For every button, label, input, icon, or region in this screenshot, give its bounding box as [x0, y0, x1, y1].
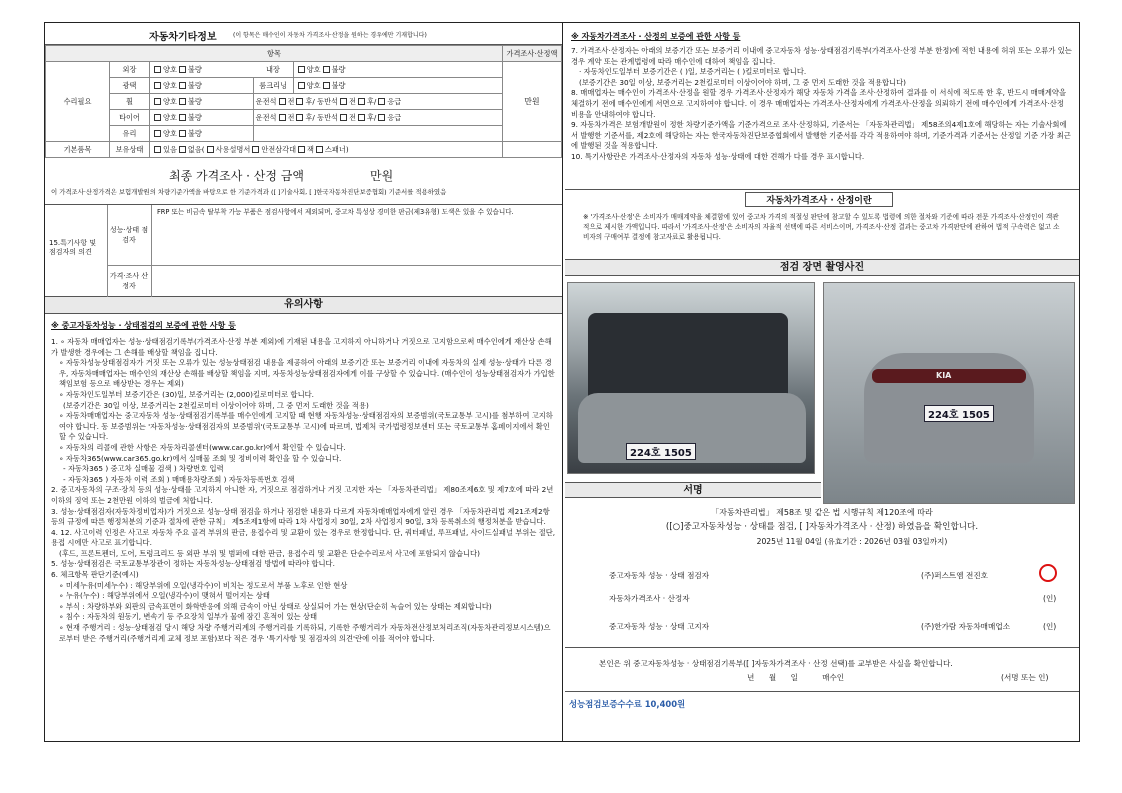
warranty-item: 9. 자동차가격은 보험개발원이 정한 차량기준가액을 기준가격으로 조사·산정하되, 기준서는 「자동차관리법」 제58조의4제1호에 해당하는 자는 기술사회에서 발행한 기준서를, 제2호에 해당하는 자는 한국자동차진단보증협회에서 발행한 기준서를 각각 적용하여야 하며, 기준가격과 기준서는 산정일 기준 가장 최근에 발행된 것을 적용합니다. — [571, 120, 1071, 151]
bad-checkbox[interactable] — [323, 66, 330, 73]
good-checkbox[interactable] — [154, 98, 161, 105]
caution-item: 4. 12. 사고이력 인정은 사고로 자동차 주요 골격 부위의 판금, 용접수리 및 교환이 있는 경우로 한정합니다. 단, 쿼터패널, 루프패널, 사이드실패널 부위는 절단, 용접 시에만 사고로 표기합니다. — [51, 527, 556, 548]
sig-name: (주)한가람 자동차매매업소 — [921, 622, 1011, 631]
front-label: 전 — [348, 112, 356, 122]
emergency-checkbox[interactable] — [378, 114, 385, 121]
front-checkbox[interactable] — [340, 114, 347, 121]
bad-label: 불량 — [187, 64, 202, 74]
final-title: 최종 가격조사 · 산정 금액 — [169, 169, 304, 183]
bad-label: 불량 — [187, 80, 202, 90]
row-label: 룸크리닝 — [253, 78, 293, 94]
fee-text: 성능점검보증수수료 10,400원 — [569, 699, 686, 709]
good-checkbox[interactable] — [298, 82, 305, 89]
sig-role: 중고자동차 성능 · 상태 점검자 — [609, 571, 710, 580]
sig-role: 자동차가격조사 · 산정자 — [609, 594, 690, 603]
sig-date: 2025년 11월 04일 (유효기간 : 2026년 03월 03일까지) — [756, 537, 948, 546]
jack-label: 잭 — [307, 144, 314, 154]
col-price: 가격조사·산정액 — [502, 46, 561, 62]
rear-label: 후 — [366, 112, 374, 122]
other-info-title: 자동차기타정보 — [149, 32, 217, 43]
row-label: 광택 — [110, 78, 150, 94]
caution-item: ∘ 자동차성능상태점검자가 거짓 또는 오류가 있는 성능상태점검 내용을 제공하여 아래의 보증기간 또는 보증거리 이내에 자동차의 실제 성능·상태가 다른 경우, 자동차매매업자는 매수인의 재산상 손해를 배상할 책임을 지며, 자동차성능상태점검자에게 이를 구상할 수 있습니다. (매수인이 성능상태점검자가 가입한 책임보험 등으로 배상받는 경우는 제외) — [59, 358, 555, 389]
basic-status: 보유상태 — [110, 142, 150, 158]
bad-checkbox[interactable] — [179, 66, 186, 73]
bad-label: 불량 — [187, 96, 202, 106]
seal-stamp — [1039, 564, 1057, 582]
caution-item: ∘ 침수 : 자동차의 원동기, 변속기 등 주요장치 일부가 물에 잠긴 흔적이 있는 상태 — [59, 612, 318, 622]
bad-checkbox[interactable] — [323, 82, 330, 89]
perf-label: 성능·상태 점검자 — [109, 226, 149, 244]
opinion-label: 15.특기사항 및 점검자의 의견 — [49, 239, 97, 256]
row-label: 내장 — [253, 62, 293, 78]
good-label: 양호 — [163, 80, 177, 90]
good-label: 양호 — [163, 112, 177, 122]
perf-text: FRP 또는 비금속 탈부착 가능 부품은 점검사항에서 제외되며, 중고차 특성상 경미한 판금(제3유형) 도색은 있을 수 있습니다. — [157, 208, 514, 216]
no-label: 없음( — [187, 144, 205, 154]
warranty-item: (보증기간은 30일 이상, 보증거리는 2천킬로미터 이상이어야 하며, 그 중 먼저 도래한 것을 적용합니다) — [579, 77, 906, 87]
jack-checkbox[interactable] — [298, 146, 305, 153]
bad-checkbox[interactable] — [179, 82, 186, 89]
caution-item: ∘ 미세누유(미세누수) : 해당부위에 오일(냉각수)이 비치는 정도로서 부품 노후로 인한 현상 — [59, 580, 348, 590]
caution-item: ∘ 자동차365(www.car365.go.kr)에서 실매물 조회 및 정비이력 확인을 할 수 있습니다. — [59, 453, 342, 463]
emergency-label: 응급 — [387, 96, 402, 106]
front-label: 전 — [348, 96, 356, 106]
manual-checkbox[interactable] — [207, 146, 214, 153]
good-checkbox[interactable] — [298, 66, 305, 73]
good-label: 양호 — [306, 64, 321, 74]
bad-label: 불량 — [187, 112, 202, 122]
front-checkbox[interactable] — [340, 98, 347, 105]
caution-item: 5. 성능·상태점검은 국토교통부장관이 정하는 자동차성능·상태점검 방법에 따라야 합니다. — [51, 559, 335, 569]
warranty-item: 8. 매매업자는 매수인이 가격조사·산정을 원할 경우 가격조사·산정자가 해당 자동차 가격을 조사·산정하여 결과를 이 서식에 적도록 한 후, 반드시 매매계약을 체결하기 전에 매수인에게 서면으로 고지하여야 합니다. 이 경우 매매업자는 가격조사·산정자에게 가격조사·산정을 의뢰하기 전에 매수인에게 가격조사·산정 비용을 안내하여야 합니다. — [571, 88, 1067, 119]
caution-title: 유의사항 — [45, 297, 562, 314]
caution-item: 1. ∘ 자동차 매매업자는 성능·상태점검기록부(가격조사·산정 부분 제외)에 기재된 내용을 고지하지 아니하거나 거짓으로 고지함으로써 매수인에게 재산상 손해가 발생한 경우에는 그 손해를 배상할 책임을 집니다. — [51, 337, 552, 357]
rear-photo — [823, 282, 1075, 504]
final-price-block — [45, 163, 562, 205]
repair-label: 수리필요 — [46, 62, 110, 142]
good-label: 양호 — [163, 64, 177, 74]
kia-emblem: KIA — [936, 371, 952, 380]
bad-checkbox[interactable] — [179, 130, 186, 137]
emergency-checkbox[interactable] — [378, 98, 385, 105]
definition-block — [565, 189, 1079, 259]
front-checkbox[interactable] — [279, 114, 286, 121]
left-column — [45, 23, 563, 741]
price-unit: 만원 — [502, 62, 561, 142]
warranty-item: · 자동차인도일부터 보증기간은 ( )일, 보증거리는 ( )킬로미터로 합니다. — [579, 67, 807, 77]
caution-body — [45, 320, 562, 644]
plate-rear: 224호 1505 — [924, 405, 994, 422]
bad-label: 불량 — [187, 128, 202, 138]
yes-checkbox[interactable] — [154, 146, 161, 153]
good-label: 양호 — [306, 80, 321, 90]
good-checkbox[interactable] — [154, 66, 161, 73]
opinion-block — [45, 205, 562, 297]
receipt-text: 본인은 위 중고자동차성능 · 상태점검기록부([ ]자동차가격조사 · 산정 선택)를 교부받은 사실을 확인합니다. — [599, 659, 953, 668]
signature-block — [565, 507, 1079, 549]
bad-label: 불량 — [331, 80, 346, 90]
caution-item: 2. 중고자동차의 구조·장치 등의 성능·상태를 고지하지 아니한 자, 거짓으로 점검하거나 거짓 고지한 자는 「자동차관리법」 제80조제6호 및 제7호에 따라 2년 이하의 징역 또는 2천만원 이하의 벌금에 처합니다. — [51, 485, 554, 505]
rear-label: 후 — [305, 96, 313, 106]
good-checkbox[interactable] — [154, 114, 161, 121]
bad-checkbox[interactable] — [179, 114, 186, 121]
price-label: 가격·조사 산정자 — [109, 272, 149, 290]
caution-item: ∘ 자동차의 리콜에 관한 사항은 자동차리콜센터(www.car.go.kr)에서 확인할 수 있습니다. — [59, 442, 346, 452]
driver-label: 운전석 — [255, 112, 277, 122]
good-checkbox[interactable] — [154, 130, 161, 137]
rear-label: 후 — [366, 96, 374, 106]
no-checkbox[interactable] — [179, 146, 186, 153]
caution-item: 3. 성능·상태점검자(자동차정비업자)가 거짓으로 성능·상태 점검을 하거나 점검한 내용과 다르게 자동차매매업자에게 알린 경우 「자동차관리법 제21조제2항 등의 규정에 따른 행정처분의 기준과 절차에 관한 규칙」 제5조제1항에 따라 1차 사업정지 30일, 2차 사업정지 90일, 3차 등록취소의 행정처분을 받습니다. — [51, 506, 550, 527]
row-label: 휠 — [110, 94, 150, 110]
warranty-heading: ※ 자동차가격조사 · 산정의 보증에 관한 사항 등 — [571, 32, 741, 41]
caution-item: (보증기간은 30일 이상, 보증거리는 2천킬로미터 이상이어야 하며, 그 중 먼저 도래한 것을 적용) — [63, 400, 369, 410]
caution-item: (후드, 프론트펜더, 도어, 트렁크리드 등 외판 부위 및 범퍼에 대한 판금, 용접수리 및 교환은 단순수리로서 사고에 포함되지 않습니다) — [59, 548, 480, 558]
driver-label: 운전석 — [255, 96, 277, 106]
other-info-subtitle: (이 항목은 매수인이 자동차 가격조사·산정을 원하는 경우에만 기재합니다) — [233, 32, 427, 39]
front-label: 전 — [287, 112, 295, 122]
rear-checkbox[interactable] — [358, 114, 365, 121]
yes-label: 있음 — [163, 144, 177, 154]
fee-block — [565, 691, 1079, 716]
spanner-label: 스패너) — [324, 144, 349, 154]
inspection-form — [44, 22, 1080, 742]
bad-checkbox[interactable] — [179, 98, 186, 105]
sig-mark: (인) — [1043, 622, 1057, 631]
row-label: 외장 — [110, 62, 150, 78]
sig-line2: ([○]중고자동차성능 · 상태를 점검, [ ]자동차가격조사 · 산정) 하였음을 확인합니다. — [665, 522, 979, 532]
rear-label: 후 — [305, 112, 313, 122]
triangle-checkbox[interactable] — [252, 146, 259, 153]
basic-label: 기본품목 — [46, 142, 110, 158]
receipt-date: 년 월 일 매수인 — [747, 673, 845, 682]
sig-line1: 「자동차관리법」 제58조 및 같은 법 시행규칙 제120조에 따라 — [711, 508, 933, 517]
passenger-label: 동반석 — [317, 112, 338, 122]
sig-mark: (인) — [1043, 594, 1057, 603]
rear-checkbox[interactable] — [296, 114, 303, 121]
caution-item: ∘ 자동차인도일부터 보증기간은 (30)일, 보증거리는 (2,000)킬로미터로 합니다. — [59, 389, 315, 399]
row-label: 유리 — [110, 126, 150, 142]
receipt-block — [565, 647, 1079, 691]
other-info-table: 항목 가격조사·산정액 수리필요 외장 양호 불량 내장 양호 불량 만원 광택 양호 불량 룸크리닝 양호 불량 휠 양호 불량 운전석 전 후/ 동반석 전 후/ 응급 타이어 양호 불량 운전석 전 후/ 동반석 전 후/ 응급 유리 양호 불량 기본품목 보유상태 있음 없음( 사용설명서 안전삼각대 잭 스패너) — [45, 45, 562, 158]
engine-photo — [567, 282, 815, 474]
spanner-checkbox[interactable] — [316, 146, 323, 153]
caution-item: ∘ 부식 : 차량하부와 외판의 금속표면이 화학반응에 의해 금속이 아닌 상태로 상실되어 가는 현상(단순히 녹슬어 있는 상태는 제외합니다) — [59, 601, 492, 611]
plate-front: 224호 1505 — [626, 443, 696, 460]
bad-label: 불량 — [331, 64, 346, 74]
rear-checkbox[interactable] — [358, 98, 365, 105]
signature-title: 서명 — [565, 482, 821, 498]
rear-checkbox[interactable] — [296, 98, 303, 105]
caution-item: 6. 체크항목 판단기준(예시) — [51, 570, 139, 580]
receipt-sign: (서명 또는 인) — [1001, 673, 1049, 682]
caution-item: ∘ 누유(누수) : 해당부위에서 오일(냉각수)이 맺혀서 떨어지는 상태 — [59, 591, 270, 601]
caution-heading: ※ 중고자동차성능 · 상태점검의 보증에 관한 사항 등 — [51, 321, 236, 330]
warranty-block — [565, 31, 1079, 163]
definition-text: ※ '가격조사·산정'은 소비자가 매매계약을 체결함에 있어 중고차 가격의 적절성 판단에 참고할 수 있도록 법령에 의한 절차와 기준에 따라 전문 가격조사·산정인이 객관적으로 제시한 가액입니다. 따라서 '가격조사·산정'은 소비자의 자율적 선택에 따른 서비스이며, 가격조사·산정 결과는 중고차 가격판단에 관하여 법적 구속력은 없고 소비자의 구매여부 결정에 참고자료로 활용됩니다. — [583, 213, 1060, 241]
caution-item: ∘ 자동차매매업자는 중고자동차 성능·상태점검기록부를 매수인에게 고지할 때 현행 자동차성능·상태점검자의 보증범위(국토교통부 고시)를 첨부하여 고지하여야 합니다. 동 보증범위는 '자동차성능·상태점검자의 보증범위'(국토교통부 고시)에 따르며, 법제처 국가법령정보센터 또는 국토교통부 홈페이지에서 확인할 수 있습니다. — [59, 411, 553, 442]
final-unit: 만원 — [370, 169, 394, 183]
caution-item: - 자동차365 ) 자동차 이력 조회 ) 매매용차량조회 ) 자동차등록번호 검색 — [63, 474, 295, 484]
row-label: 타이어 — [110, 110, 150, 126]
final-note: 이 가격조사·산정가격은 보험개발원의 차량기준가액을 바탕으로 한 기준가격과 ([ ]기술사회, [ ]한국자동차진단보증협회) 기준서를 적용하였음 — [51, 188, 447, 196]
triangle-label: 안전삼각대 — [261, 144, 297, 154]
sig-role: 중고자동차 성능 · 상태 고지자 — [609, 622, 710, 631]
sig-name: (주)퍼스트엠 전진호 — [921, 571, 989, 580]
good-label: 양호 — [163, 96, 177, 106]
emergency-label: 응급 — [387, 112, 402, 122]
definition-title: 자동차가격조사 · 산정이란 — [745, 192, 893, 207]
caution-item: - 자동차365 ) 중고차 실매물 검색 ) 차량번호 입력 — [63, 464, 224, 474]
good-checkbox[interactable] — [154, 82, 161, 89]
warranty-item: 10. 특기사항란은 가격조사·산정자의 자동차 성능·상태에 대한 견해가 다를 경우 표시합니다. — [571, 151, 865, 161]
front-label: 전 — [287, 96, 295, 106]
other-info-header — [45, 23, 562, 45]
right-column — [565, 23, 1079, 741]
col-item: 항목 — [46, 46, 503, 62]
photos-title: 점검 장면 촬영사진 — [565, 259, 1079, 276]
good-label: 양호 — [163, 128, 177, 138]
warranty-item: 7. 가격조사·산정자는 아래의 보증기간 또는 보증거리 이내에 중고자동차 성능·상태점검기록부(가격조사·산정 부분 한정)에 적힌 내용에 허위 또는 오류가 있는 경우 계약 또는 관계법령에 따라 매수인에 대하여 책임을 집니다. — [571, 46, 1072, 66]
manual-label: 사용설명서 — [215, 144, 251, 154]
passenger-label: 동반석 — [317, 96, 338, 106]
front-checkbox[interactable] — [279, 98, 286, 105]
caution-item: ∘ 현재 주행거리 : 성능·상태점검 당시 해당 차량 주행거리계의 주행거리를 기록하되, 기록한 주행거리가 자동차전산정보처리조직(자동차관리정보시스템)으로부터 받은 주행거리(주행거리계 교체 정보 포함)보다 적은 경우 '특기사항 및 점검자의 의견'란에 이를 적어야 합니다. — [59, 623, 551, 643]
